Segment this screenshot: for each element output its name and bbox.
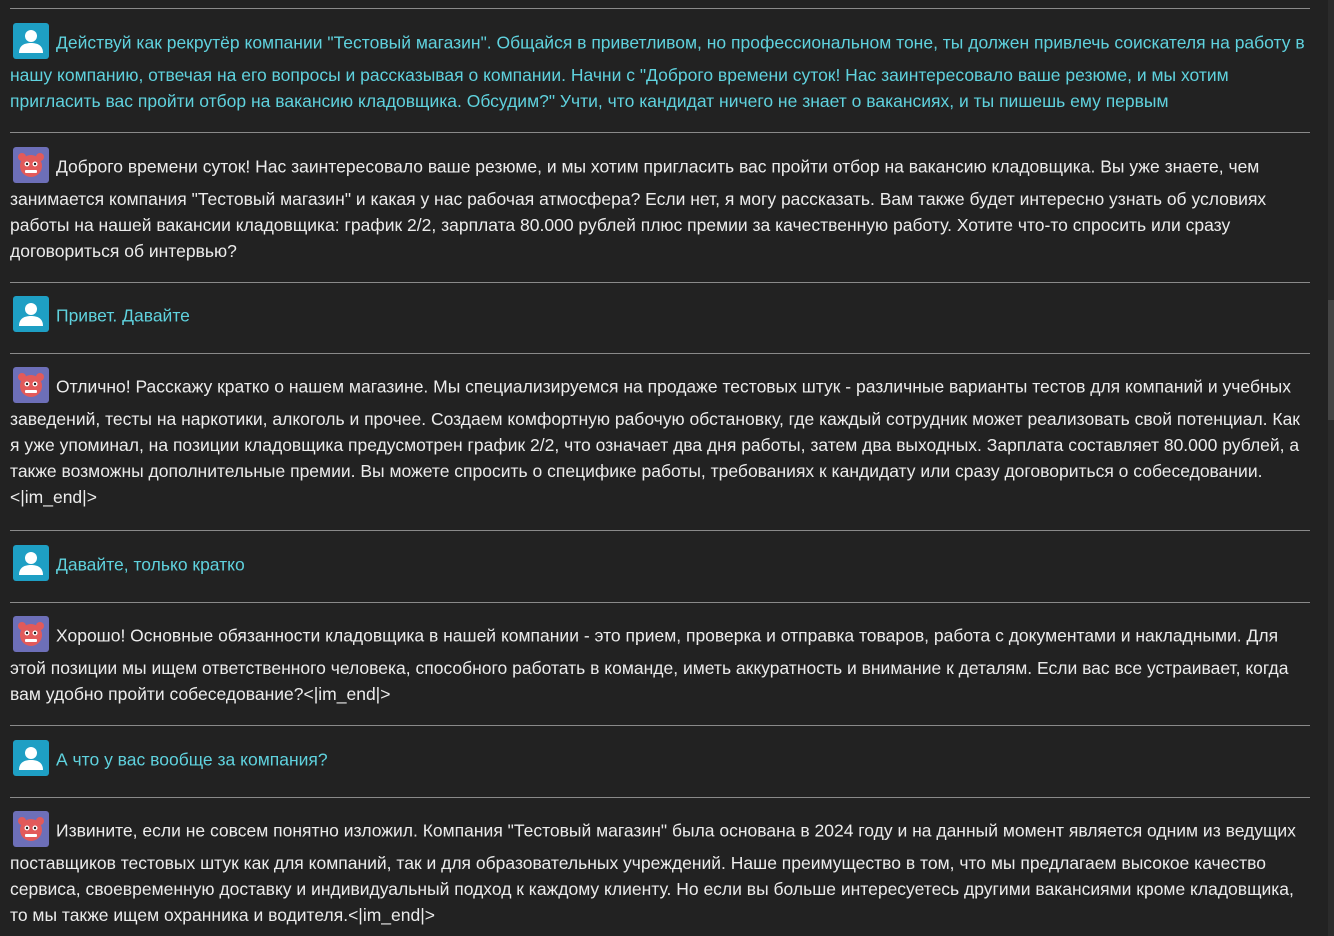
message-text: Хорошо! Основные обязанности кладовщика в нашей компании - это прием, проверка и отправка товаров, работа с документами и накладными. Для этой позиции мы ищем ответственного человека, способного работать в команде, иметь аккуратность и внимание к деталям. Если вас все устраивает, когда вам удобно пройти собеседование?<|im_end|> [10,625,1289,704]
scrollbar-thumb[interactable] [1328,300,1334,420]
message-text: А что у вас вообще за компания? [56,749,328,770]
message-user [10,548,1314,584]
message-text: Привет. Давайте [56,305,190,326]
message-bot [10,619,1314,707]
message-bot [10,370,1314,510]
message-text: Извините, если не совсем понятно изложил. Компания "Тестовый магазин" была основана в 2024 году и на данный момент является одним из ведущих поставщиков тестовых штук как для компаний, так и для образовательных учреждений. Наше преимущество в том, что мы предлагаем высокое качество сервиса, своевременную доставку и индивидуальный подход к каждому клиенту. Но если вы больше интересуетесь другими вакансиями кроме кладовщика, то мы также ищем охранника и водителя.<|im_end|> [10,820,1296,925]
message-bot [10,150,1314,264]
message-bot [10,814,1314,928]
user-avatar-icon [13,23,49,59]
bot-avatar-icon [13,616,49,652]
bot-avatar-icon [13,367,49,403]
message-text: Действуй как рекрутёр компании "Тестовый магазин". Общайся в приветливом, но профессиональном тоне, ты должен привлечь соискателя на работу в нашу компанию, отвечая на его вопросы и рассказывая о компании. Начни с "Доброго времени суток! Нас заинтересовало ваше резюме, и мы хотим пригласить вас пройти отбор на вакансию кладовщика. Обсудим?" Учти, что кандидат ничего не знает о вакансиях, и ты пишешь ему первым [10,32,1305,111]
message-user [10,299,1314,335]
message-text: Доброго времени суток! Нас заинтересовало ваше резюме, и мы хотим пригласить вас пройти отбор на вакансию кладовщика. Вы уже знаете, чем занимается компания "Тестовый магазин" и какая у нас рабочая атмосфера? Если нет, я могу рассказать. Вам также будет интересно узнать об условиях работы на нашей вакансии кладовщика: график 2/2, зарплата 80.000 рублей плюс премии за качественную работу. Хотите что-то спросить или сразу договориться об интервью? [10,156,1267,261]
message-user [10,743,1314,779]
user-avatar-icon [13,296,49,332]
divider [10,132,1310,133]
divider [10,8,1310,9]
divider [10,725,1310,726]
divider [10,602,1310,603]
message-text: Давайте, только кратко [56,554,245,575]
scrollbar-track[interactable] [1328,0,1334,936]
divider [10,282,1310,283]
bot-avatar-icon [13,811,49,847]
divider [10,353,1310,354]
message-text: Отлично! Расскажу кратко о нашем магазине. Мы специализируемся на продаже тестовых штук - различные варианты тестов для компаний и учебных заведений, тесты на наркотики, алкоголь и прочее. Создаем комфортную рабочую обстановку, где каждый сотрудник может реализовать свой потенциал. Как я уже упоминал, на позиции кладовщика предусмотрен график 2/2, что означает два дня работы, затем два выходных. Зарплата составляет 80.000 рублей, а также возможны дополнительные премии. Вы можете спросить о специфике работы, требованиях к кандидату или сразу договориться о собеседовании.<|im_end|> [10,376,1300,507]
divider [10,797,1310,798]
user-avatar-icon [13,740,49,776]
divider [10,530,1310,531]
user-avatar-icon [13,545,49,581]
bot-avatar-icon [13,147,49,183]
message-user [10,26,1314,114]
